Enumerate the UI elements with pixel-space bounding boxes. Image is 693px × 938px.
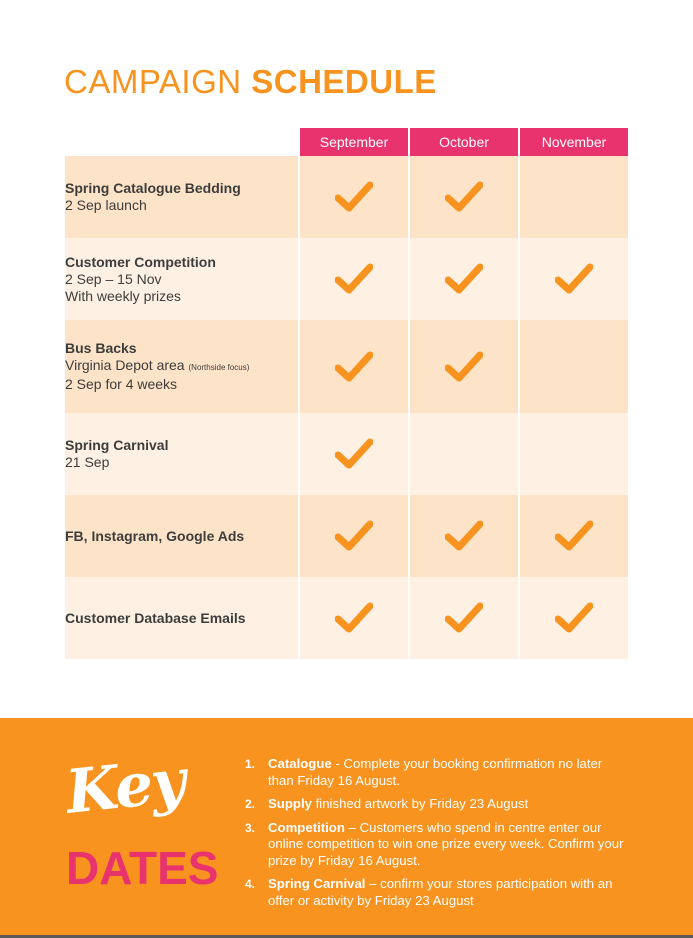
- title-light: CAMPAIGN: [64, 63, 242, 100]
- cell-november: [518, 495, 628, 577]
- cell-november: [518, 156, 628, 238]
- row-label: [65, 577, 298, 659]
- cell-october: [408, 156, 518, 238]
- list-item: [245, 756, 625, 789]
- checkmark-icon: [335, 358, 373, 375]
- cell-november: [518, 238, 628, 320]
- checkmark-icon: [335, 188, 373, 205]
- cell-october: [408, 495, 518, 577]
- row-label: [65, 320, 298, 413]
- item-lead: Spring Carnival: [268, 876, 366, 891]
- row-note: (Northside focus): [188, 363, 250, 372]
- cell-october: [408, 577, 518, 659]
- checkmark-icon: [445, 270, 483, 287]
- item-text: – Customers who spend in centre enter our online competition to win one prize every week. Confirm your prize by Friday 16 August.: [268, 819, 624, 868]
- item-lead: Competition: [268, 819, 345, 835]
- row-label: [65, 238, 298, 320]
- checkmark-icon: [335, 445, 373, 462]
- checkmark-icon: [445, 527, 483, 544]
- month-header-october: October: [408, 128, 518, 156]
- table-row: [65, 320, 628, 413]
- dates-heading: DATES: [66, 842, 219, 894]
- checkmark-icon: [555, 609, 593, 626]
- checkmark-icon: [335, 270, 373, 287]
- cell-september: [298, 238, 408, 320]
- row-detail-text: Virginia Depot area: [65, 357, 185, 373]
- row-title: Spring Catalogue Bedding: [65, 180, 241, 196]
- table-row: [65, 577, 628, 659]
- list-item: [245, 796, 625, 813]
- item-text: finished artwork by Friday 23 August: [311, 796, 529, 811]
- checkmark-icon: [445, 358, 483, 375]
- item-number: 4.: [245, 877, 256, 891]
- cell-october: [408, 238, 518, 320]
- row-title: Customer Database Emails: [65, 609, 246, 626]
- checkmark-icon: [335, 527, 373, 544]
- row-title: Customer Competition: [65, 253, 216, 270]
- row-detail: 2 Sep for 4 weeks: [65, 376, 178, 392]
- row-title: Bus Backs: [65, 340, 137, 356]
- table-row: [65, 413, 628, 495]
- checkmark-icon: [555, 270, 593, 287]
- item-lead: Supply: [268, 796, 312, 811]
- checkmark-icon: [445, 609, 483, 626]
- row-detail: 2 Sep launch: [65, 197, 147, 213]
- page-title: [64, 62, 437, 102]
- item-number: 2.: [245, 797, 256, 811]
- cell-october: [408, 320, 518, 413]
- row-detail: [65, 357, 298, 376]
- item-number: 3.: [245, 820, 256, 835]
- month-header-november: November: [518, 128, 628, 156]
- cell-september: [298, 320, 408, 413]
- row-title: Spring Carnival: [65, 437, 169, 453]
- list-item: [245, 820, 625, 870]
- cell-november: [518, 577, 628, 659]
- cell-november: [518, 320, 628, 413]
- cell-september: [298, 495, 408, 577]
- list-item: [245, 876, 625, 909]
- item-lead: Catalogue: [268, 756, 332, 771]
- row-label: [65, 495, 298, 577]
- table-row: [65, 238, 628, 320]
- item-text: – confirm your stores participation with an offer or activity by Friday 23 August: [268, 876, 613, 908]
- key-dates-list: [245, 756, 625, 916]
- cell-september: [298, 577, 408, 659]
- row-label: [65, 156, 298, 238]
- item-text: - Complete your booking confirmation no later than Friday 16 August.: [268, 756, 603, 788]
- header-blank: [65, 128, 298, 156]
- row-title: FB, Instagram, Google Ads: [65, 527, 245, 544]
- campaign-schedule-table: [65, 128, 628, 659]
- month-header-september: September: [298, 128, 408, 156]
- table-row: [65, 156, 628, 238]
- item-number: 1.: [245, 757, 256, 771]
- table-row: [65, 495, 628, 577]
- row-detail: 21 Sep: [65, 454, 110, 470]
- cell-september: [298, 156, 408, 238]
- cell-october: [408, 413, 518, 495]
- checkmark-icon: [335, 609, 373, 626]
- row-detail: 2 Sep – 15 Nov: [65, 270, 162, 287]
- checkmark-icon: [445, 188, 483, 205]
- key-script-heading: Key: [62, 746, 188, 828]
- row-detail: With weekly prizes: [65, 287, 181, 304]
- row-label: [65, 413, 298, 495]
- title-bold: SCHEDULE: [251, 63, 437, 100]
- cell-september: [298, 413, 408, 495]
- cell-november: [518, 413, 628, 495]
- checkmark-icon: [555, 527, 593, 544]
